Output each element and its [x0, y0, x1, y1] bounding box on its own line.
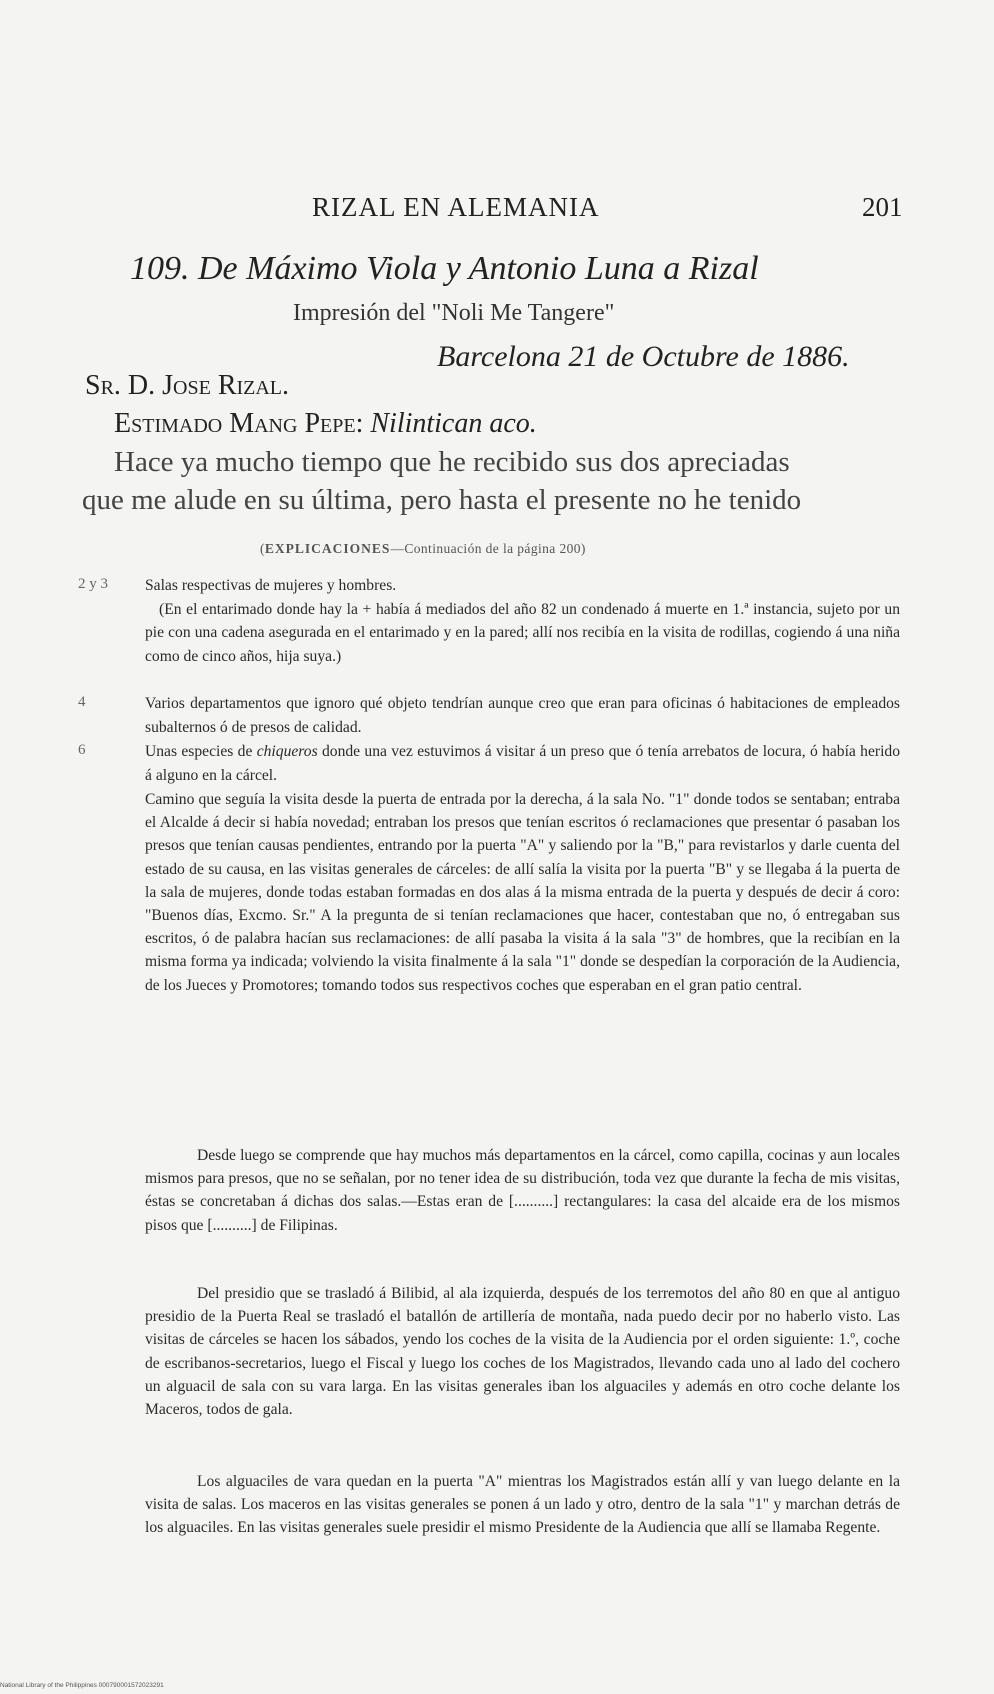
note-alguaciles-paragraph — [145, 1470, 900, 1540]
note-text: Varios departamentos que ignoro qué objeto tendrían aunque creo que eran para oficinas ó habitaciones de empleados subalternos ó de presos de calidad. — [145, 695, 900, 736]
note-route-paragraph — [145, 788, 900, 997]
body-line-1: Hace ya mucho tiempo que he recibido sus dos apreciadas — [114, 446, 790, 478]
note-text: donde una vez estuvimos á visitar á un preso que ó tenía arrebatos de locura, ó había herido á alguno en la cárcel. — [145, 743, 901, 784]
running-head: RIZAL EN ALEMANIA — [312, 192, 600, 222]
body-line-2: que me alude en su última, pero hasta el presente no he tenido — [82, 484, 802, 516]
note-text-emphasis: chiqueros — [256, 743, 318, 760]
note-text: Los alguaciles de vara quedan en la puerta "A" mientras los Magistrados están allí y van luego delante en la visita de salas. Los maceros en las visitas generales se ponen á un lado y otro, dentro de la sala "1" y marchan detrás de los alguaciles. En las visitas generales suele presidir el mismo Presidente de la Audiencia que allí se llamaba Regente. — [145, 1473, 900, 1537]
page-number: 201 — [862, 192, 903, 222]
footer-credit: National Library of the Philippines 000790001572023291 — [0, 1682, 164, 1689]
notes-header-rest: —Continuación de la página 200) — [390, 541, 586, 556]
notes-header-label: EXPLICACIONES — [264, 541, 391, 556]
note-presidio-paragraph — [145, 1282, 900, 1421]
note-text: Salas respectivas de mujeres y hombres. — [145, 577, 397, 594]
salutation-tagalog: Nilintican aco. — [370, 408, 537, 439]
note-text: Unas especies de — [145, 743, 257, 760]
salutation — [114, 408, 537, 440]
note-text: Desde luego se comprende que hay muchos más departamentos en la cárcel, como capilla, cocinas y aun locales mismos para presos, que no se señalan, por no tener idea de su distribución, toda vez que durante la fecha de mis visitas, éstas se concretaban á dichas dos salas.—Estas eran de [..........] rectangulares: la casa del alcaide era de los mismos pisos que [..........] de Filipinas. — [145, 1147, 900, 1234]
note-departments-paragraph — [145, 1144, 900, 1237]
note-4 — [145, 692, 900, 739]
note-number-6: 6 — [78, 742, 86, 758]
salutation-colon: : — [355, 408, 371, 439]
salutation-prefix: Estimado Mang Pepe — [114, 408, 356, 439]
note-text: Del presidio que se trasladó á Bilibid, al ala izquierda, después de los terremotos del año 80 en que al antiguo presidio de la Puerta Real se trasladó el batallón de artillería de montaña, nada puedo decir por no haberlo visto. Las visitas de cárceles se hacen los sábados, yendo los coches de la visita de la Audiencia por el orden siguiente: 1.º, coche de escribanos-secretarios, luego el Fiscal y luego los coches de los Magistrados, llevando cada uno al lado del cochero un alguacil de sala con su vara larga. En las visitas generales iban los alguaciles y además en otro coche delante los Maceros, todos de gala. — [145, 1285, 900, 1419]
notes-header — [260, 541, 586, 557]
addressee: Sr. D. Jose Rizal. — [85, 370, 290, 401]
note-2y3 — [145, 574, 900, 668]
note-text: (En el entarimado donde hay la + había á mediados del año 82 un condenado á muerte en 1.ª instancia, sujeto por un pie con una cadena asegurada en el entarimado y en la pared; allí nos recibía en la visita de rodillas, cogiendo á una niña como de cinco años, hija suya.) — [145, 600, 900, 665]
note-text: Camino que seguía la visita desde la puerta de entrada por la derecha, á la sala No. "1" donde todos se sentaban; entraba el Alcalde á decir si había novedad; entraban los presos que tenían escritos ó reclamaciones que presentar ó pasaban los presos que tenían causas pendientes, entrando por la puerta "A" y saliendo por la "B," para revistarlos y darle cuenta del estado de su causa, en las visitas generales de cárceles: de allí salía la visita por la puerta "B" y se llegaba á la puerta de la sala de mujeres, donde todas estaban formadas en dos alas á la misma entrada de la puerta y después de decir á coro: "Buenos días, Excmo. Sr." A la pregunta de si tenían reclamaciones que hacer, contestaban que no, ó entregaban sus escritos, ó de palabra hacían sus reclamaciones: de allí pasaba la visita á la sala "3" de hombres, que la recibían en la misma forma ya indicada; volviendo la visita finalmente á la sala "1" donde se despedían la corporación de la Audiencia, de los Jueces y Promotores; tomando todos sus respectivos coches que esperaban en el gran patio central. — [145, 791, 900, 994]
note-number-4: 4 — [78, 694, 86, 710]
place-date: Barcelona 21 de Octubre de 1886. — [437, 340, 850, 373]
note-6 — [145, 740, 900, 787]
note-number-2y3: 2 y 3 — [78, 576, 108, 592]
notes-header-open: ( — [260, 541, 265, 556]
letter-title: 109. De Máximo Viola y Antonio Luna a Rizal — [130, 250, 759, 287]
letter-subtitle: Impresión del "Noli Me Tangere" — [293, 300, 615, 326]
